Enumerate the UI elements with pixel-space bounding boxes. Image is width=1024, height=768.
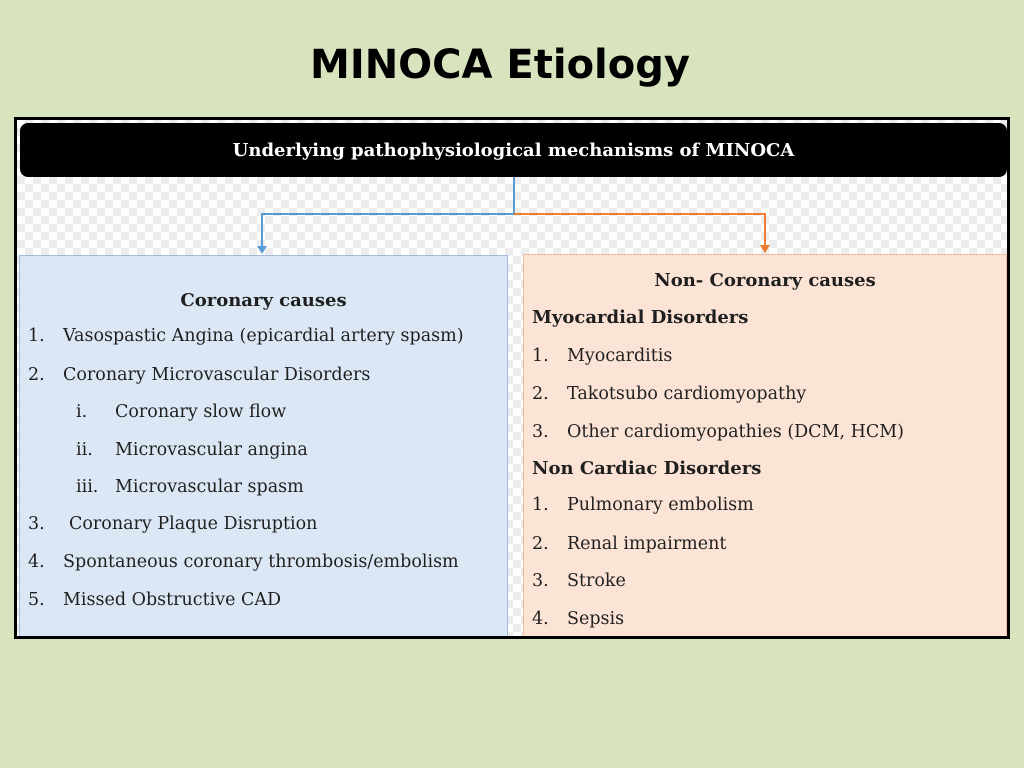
non-cardiac-disorders-heading: Non Cardiac Disorders	[532, 458, 762, 479]
list-text: Missed Obstructive CAD	[63, 590, 282, 610]
list-text: Vasospastic Angina (epicardial artery spasm)	[63, 326, 464, 346]
list-text: Myocarditis	[567, 346, 673, 366]
non-coronary-causes-panel	[523, 254, 1007, 637]
list-number: 4.	[28, 552, 45, 572]
list-number: i.	[76, 402, 88, 422]
list-number: 1.	[532, 495, 549, 515]
list-number: 2.	[28, 365, 45, 385]
list-number: 3.	[532, 571, 549, 591]
diagram-header: Underlying pathophysiological mechanisms of MINOCA	[20, 123, 1007, 177]
list-text: Coronary Plaque Disruption	[69, 514, 318, 534]
list-number: 3.	[532, 422, 549, 442]
list-text: Takotsubo cardiomyopathy	[567, 384, 807, 404]
list-text: Spontaneous coronary thrombosis/embolism	[63, 552, 459, 572]
list-text: Stroke	[567, 571, 626, 591]
connector-left-arrowhead	[257, 246, 267, 254]
connector-right-arrow	[514, 214, 765, 247]
list-number: 3.	[28, 514, 45, 534]
list-number: ii.	[76, 440, 93, 460]
list-text: Microvascular spasm	[115, 477, 304, 497]
list-number: 1.	[532, 346, 549, 366]
list-text: Renal impairment	[567, 534, 727, 554]
coronary-causes-title: Coronary causes	[180, 290, 347, 311]
non-coronary-causes-title: Non- Coronary causes	[654, 270, 876, 291]
list-number: 5.	[28, 590, 45, 610]
list-number: 1.	[28, 326, 45, 346]
diagram-figure	[14, 117, 1010, 639]
list-number: 4.	[532, 609, 549, 629]
connector-right-arrowhead	[760, 245, 770, 253]
list-number: 2.	[532, 384, 549, 404]
list-text: Coronary slow flow	[115, 402, 287, 422]
list-text: Other cardiomyopathies (DCM, HCM)	[567, 422, 905, 442]
list-text: Pulmonary embolism	[567, 495, 754, 515]
list-text: Sepsis	[567, 609, 625, 629]
coronary-causes-panel	[19, 255, 508, 637]
connector-arrows	[17, 120, 1007, 260]
list-number: iii.	[76, 477, 99, 497]
list-text: Coronary Microvascular Disorders	[63, 365, 371, 385]
myocardial-disorders-heading: Myocardial Disorders	[532, 307, 749, 328]
slide-title: MINOCA Etiology	[310, 42, 690, 88]
list-text: Microvascular angina	[115, 440, 308, 460]
connector-left-arrow	[262, 214, 514, 248]
list-number: 2.	[532, 534, 549, 554]
